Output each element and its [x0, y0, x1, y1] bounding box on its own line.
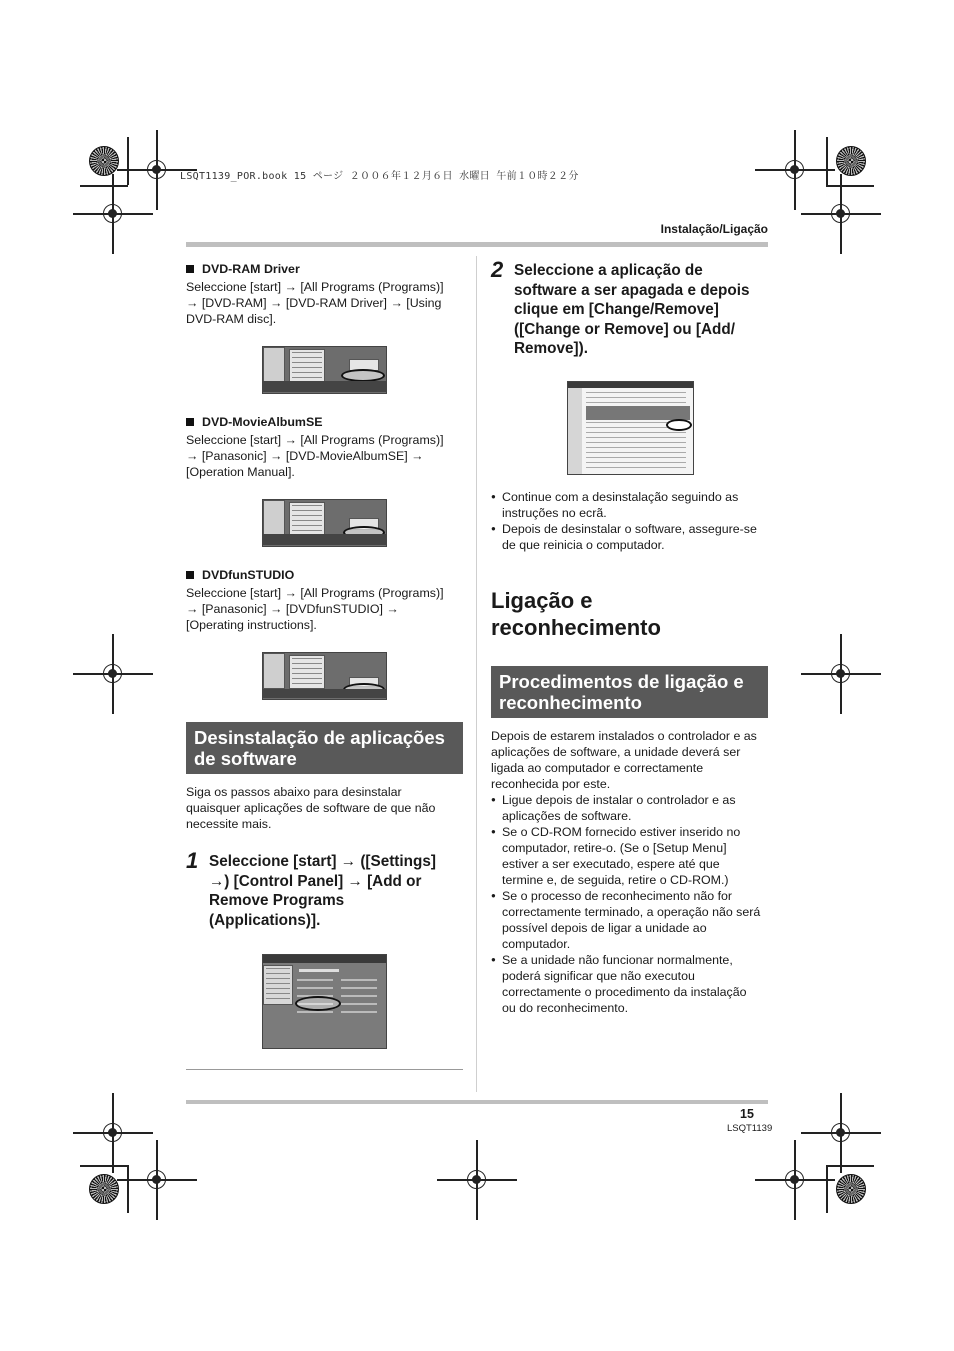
step-line: clique em [Change/Remove] — [514, 301, 719, 318]
step2-instruction — [514, 261, 774, 359]
bullet-line: poderá significar que não executou — [502, 969, 695, 983]
bullet-line: computador, retire-o. (Se o [Setup Menu] — [502, 841, 727, 855]
step-line: Remove Programs — [209, 892, 345, 909]
item-text-line: → [Panasonic] → [DVD-MovieAlbumSE] → — [186, 449, 424, 463]
intro-line: ligada ao computador e correctamente — [491, 761, 704, 775]
color-bar-star-icon — [89, 146, 119, 176]
crosshair-icon — [437, 1140, 517, 1220]
step-number: 2 — [491, 257, 504, 282]
intro-line: Siga os passos abaixo para desinstalar — [186, 785, 402, 799]
screenshot-add-remove-programs — [567, 381, 694, 475]
procedures-body — [491, 728, 771, 1016]
bullet-line: aplicações de software. — [502, 809, 632, 823]
crosshair-icon — [117, 1140, 197, 1220]
title-line: Ligação e — [491, 588, 593, 613]
item-text-line: Seleccione [start] → [All Programs (Programs)] — [186, 586, 444, 600]
step-line: Remove]). — [514, 340, 588, 357]
item-text-line: [Operating instructions]. — [186, 618, 317, 632]
page-number: 15 — [740, 1107, 754, 1121]
item-text-line: Seleccione [start] → [All Programs (Programs)] — [186, 433, 444, 447]
crosshair-icon — [73, 634, 153, 714]
uninstall-intro — [186, 784, 466, 832]
crosshair-icon — [801, 634, 881, 714]
step-line: Seleccione a aplicação de — [514, 262, 703, 279]
item-dvd-moviealbumse — [186, 415, 466, 480]
bullet-line: de que reinicia o computador. — [502, 538, 665, 552]
bullet-item — [491, 824, 771, 888]
model-code: LSQT1139 — [727, 1123, 773, 1134]
footer-rule — [186, 1100, 768, 1104]
header-rule — [186, 242, 768, 247]
bullet-line: correctamente terminado, a operação não será — [502, 905, 761, 919]
page-title — [491, 587, 661, 641]
item-title: DVD-MovieAlbumSE — [202, 415, 323, 429]
bullet-line: possível depois de ligar a unidade ao — [502, 921, 707, 935]
step-line: software a ser apagada e depois — [514, 281, 750, 299]
heading-line: Procedimentos de ligação e — [499, 671, 744, 692]
bullet-line: ● Ligue depois de instalar o controlador e as — [502, 793, 736, 807]
print-header: LSQT1139_POR.book 15 ページ ２００６年１２月６日 水曜日 午前１０時２２分 — [180, 171, 579, 182]
heading-line: reconhecimento — [499, 692, 642, 713]
item-dvdfunstudio — [186, 568, 466, 633]
title-line: reconhecimento — [491, 615, 661, 640]
item-dvd-ram-driver — [186, 262, 466, 327]
screenshot-start-menu-funstudio — [262, 652, 387, 700]
heading-line: de software — [194, 748, 297, 769]
bullet-item — [491, 489, 771, 521]
bullet-line: instruções no ecrã. — [502, 506, 607, 520]
bullet-line: termine e, de seguida, retire o CD-ROM.) — [502, 873, 729, 887]
step1-instruction — [209, 852, 469, 930]
intro-line: necessite mais. — [186, 817, 272, 831]
step2-bullets — [491, 489, 771, 553]
step-line: (Applications)]. — [209, 911, 321, 929]
intro-line: Depois de estarem instalados o controlador e as — [491, 729, 757, 743]
screenshot-control-panel — [262, 954, 387, 1049]
item-text-line: DVD-RAM disc]. — [186, 312, 277, 326]
screenshot-start-menu-moviealbum — [262, 499, 387, 547]
column-divider — [476, 256, 477, 1092]
bullet-item — [491, 521, 771, 553]
item-text-line: Seleccione [start] → [All Programs (Programs)] — [186, 280, 444, 294]
intro-line: aplicações de software, a unidade deverá ser — [491, 745, 741, 759]
square-bullet-icon — [186, 571, 194, 579]
item-text-line: [Operation Manual]. — [186, 465, 295, 479]
color-bar-star-icon — [89, 1174, 119, 1204]
step-number: 1 — [186, 848, 199, 873]
bullet-item — [491, 888, 771, 952]
uninstall-heading — [186, 722, 463, 774]
square-bullet-icon — [186, 265, 194, 273]
bullet-item — [491, 792, 771, 824]
item-text-line: → [DVD-RAM] → [DVD-RAM Driver] → [Using — [186, 296, 442, 310]
bullet-line: ● Continue com a desinstalação seguindo as — [502, 490, 739, 504]
bullet-line: estiver a ser executado, espere até que — [502, 857, 720, 871]
screenshot-start-menu-dvd-ram — [262, 346, 387, 394]
bullet-item — [491, 952, 771, 1016]
square-bullet-icon — [186, 418, 194, 426]
step-line: ([Change or Remove] ou [Add/ — [514, 320, 735, 338]
section-name: Instalação/Ligação — [660, 222, 768, 236]
intro-line: quaisquer aplicações de software de que não — [186, 801, 436, 815]
item-title: DVDfunSTUDIO — [202, 568, 295, 582]
procedures-heading — [491, 666, 768, 718]
bullet-line: correctamente o procedimento da instalação — [502, 985, 747, 999]
color-bar-star-icon — [836, 1174, 866, 1204]
bullet-line: ● Se o CD-ROM fornecido estiver inserido no — [502, 825, 741, 839]
bullet-line: computador. — [502, 937, 571, 951]
step-line: Seleccione [start] → ([Settings] — [209, 853, 436, 870]
bullet-line: ou do reconhecimento. — [502, 1001, 629, 1015]
bullet-line: ● Depois de desinstalar o software, assegure-se — [502, 522, 757, 536]
bullet-line: ● Se o processo de reconhecimento não for — [502, 889, 733, 903]
item-text-line: → [Panasonic] → [DVDfunSTUDIO] → — [186, 602, 399, 616]
color-bar-star-icon — [836, 146, 866, 176]
crosshair-icon — [755, 1140, 835, 1220]
bullet-line: ● Se a unidade não funcionar normalmente, — [502, 953, 733, 967]
step-line: →) [Control Panel] → [Add or — [209, 872, 422, 890]
intro-line: reconhecida por este. — [491, 777, 611, 791]
heading-line: Desinstalação de aplicações — [194, 727, 445, 748]
left-column-end-rule — [186, 1069, 463, 1070]
item-title: DVD-RAM Driver — [202, 262, 300, 276]
